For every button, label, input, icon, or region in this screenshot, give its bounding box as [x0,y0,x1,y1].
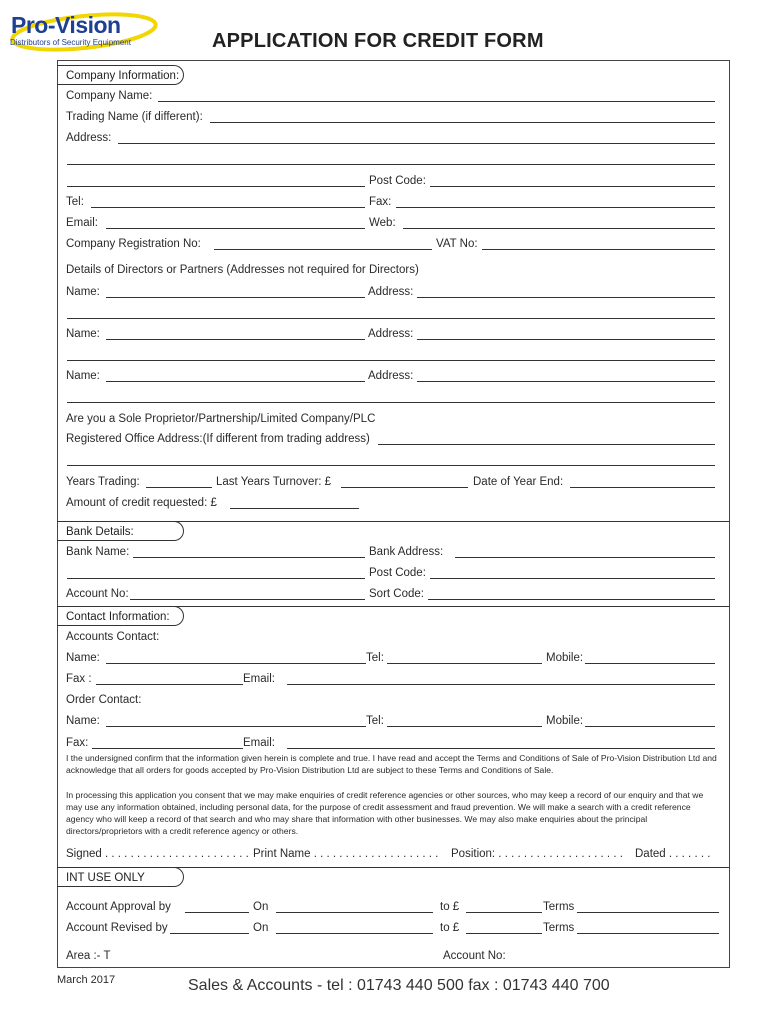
accounts-fax-label: Fax : [66,673,92,685]
vat-label: VAT No: [436,238,478,250]
director-1-name-field[interactable] [106,297,365,298]
director-1-address-field-2[interactable] [67,318,715,319]
business-type-question: Are you a Sole Proprietor/Partnership/Limited Company/PLC [66,413,376,425]
email-label: Email: [66,217,98,229]
order-mobile-field[interactable] [585,726,715,727]
company-reg-field[interactable] [214,249,432,250]
order-fax-field[interactable] [92,748,243,749]
brand-tagline: Distributors of Security Equipment [10,38,131,47]
turnover-label: Last Years Turnover: £ [216,476,332,488]
fax-label: Fax: [369,196,392,208]
revised-label: Account Revised by [66,922,168,934]
brand-name: Pro-Vision [11,12,121,38]
print-name-field[interactable]: Print Name . . . . . . . . . . . . . . . . . . . . [253,848,439,860]
revised-to-field[interactable] [466,933,542,934]
director-3-name-label: Name: [66,370,100,382]
dated-field[interactable]: Dated . . . . . . . [635,848,711,860]
director-2-name-label: Name: [66,328,100,340]
company-section-header: Company Information: [57,65,184,85]
order-email-field[interactable] [287,748,715,749]
bank-address-field[interactable] [455,557,715,558]
order-email-label: Email: [243,737,275,749]
credit-amount-field[interactable] [230,508,359,509]
bank-postcode-label: Post Code: [369,567,426,579]
order-mobile-label: Mobile: [546,715,584,727]
approval-terms-label: Terms [543,901,575,913]
email-field[interactable] [106,228,365,229]
company-name-field[interactable] [158,101,715,102]
director-2-address-field-2[interactable] [67,360,715,361]
order-contact-label: Order Contact: [66,694,142,706]
internal-account-no-label: Account No: [443,950,506,962]
revised-terms-label: Terms [543,922,575,934]
year-end-label: Date of Year End: [473,476,564,488]
approval-to-field[interactable] [466,912,542,913]
page-title: APPLICATION FOR CREDIT FORM [212,30,544,52]
revised-terms-field[interactable] [577,933,719,934]
years-trading-field[interactable] [146,487,212,488]
bank-postcode-field[interactable] [430,578,715,579]
sort-code-field[interactable] [428,599,715,600]
company-reg-label: Company Registration No: [66,238,201,250]
registered-office-field[interactable] [378,444,715,445]
accounts-mobile-label: Mobile: [546,652,584,664]
company-postcode-label: Post Code: [369,175,426,187]
accounts-fax-field[interactable] [96,684,243,685]
account-no-label: Account No: [66,588,129,600]
address-field-1[interactable] [118,143,715,144]
revised-to-label: to £ [440,922,460,934]
approval-on-label: On [253,901,269,913]
revised-on-field[interactable] [276,933,433,934]
approval-to-label: to £ [440,901,460,913]
trading-name-field[interactable] [210,122,715,123]
revised-by-field[interactable] [170,933,249,934]
approval-label: Account Approval by [66,901,171,913]
director-1-name-label: Name: [66,286,100,298]
trading-name-label: Trading Name (if different): [66,111,203,123]
fax-field[interactable] [396,207,715,208]
address-field-2[interactable] [67,164,715,165]
bank-name-label: Bank Name: [66,546,130,558]
company-name-label: Company Name: [66,90,153,102]
director-3-address-field-2[interactable] [67,402,715,403]
director-3-address-field[interactable] [417,381,715,382]
turnover-field[interactable] [341,487,468,488]
director-1-address-field[interactable] [417,297,715,298]
accounts-email-field[interactable] [287,684,715,685]
order-name-field[interactable] [106,726,366,727]
director-3-name-field[interactable] [106,381,365,382]
sort-code-label: Sort Code: [369,588,424,600]
order-name-label: Name: [66,715,100,727]
bank-section-header: Bank Details: [57,521,184,541]
bank-address-label: Bank Address: [369,546,444,558]
accounts-tel-field[interactable] [387,663,542,664]
director-2-name-field[interactable] [106,339,365,340]
order-tel-label: Tel: [366,715,384,727]
logo [4,8,160,56]
web-field[interactable] [403,228,715,229]
registered-office-field-2[interactable] [67,465,715,466]
web-label: Web: [369,217,396,229]
bank-address-field-2[interactable] [67,578,365,579]
approval-on-field[interactable] [276,912,433,913]
tel-field[interactable] [91,207,365,208]
approval-terms-field[interactable] [577,912,719,913]
director-2-address-field[interactable] [417,339,715,340]
footer-contact: Sales & Accounts - tel : 01743 440 500 fax : 01743 440 700 [188,977,610,994]
revised-on-label: On [253,922,269,934]
bank-name-field[interactable] [133,557,365,558]
approval-by-field[interactable] [185,912,249,913]
order-tel-field[interactable] [387,726,542,727]
signed-field[interactable]: Signed . . . . . . . . . . . . . . . . . . . . . . . [66,848,249,860]
address-label: Address: [66,132,112,144]
account-no-field[interactable] [130,599,365,600]
accounts-contact-label: Accounts Contact: [66,631,160,643]
footer-date: March 2017 [57,974,116,986]
accounts-mobile-field[interactable] [585,663,715,664]
declaration-text: I the undersigned confirm that the information given herein is complete and true. I have read and accept the Terms and Conditions of Sale of Pro-Vision Distribution Ltd and acknowledge that all orders for goods accepted by Pro-Vision Distribution Ltd are subject to these Terms and Conditions of Sale. [66,753,717,775]
registered-office-label: Registered Office Address:(If different from trading address) [66,433,370,445]
director-2-address-label: Address: [368,328,414,340]
director-1-address-label: Address: [368,286,414,298]
accounts-email-label: Email: [243,673,275,685]
year-end-field[interactable] [570,487,715,488]
order-fax-label: Fax: [66,737,89,749]
accounts-name-field[interactable] [106,663,366,664]
position-field[interactable]: Position: . . . . . . . . . . . . . . . . . . . . [451,848,623,860]
area-label: Area :- T [66,950,111,962]
accounts-name-label: Name: [66,652,100,664]
director-3-address-label: Address: [368,370,414,382]
credit-amount-label: Amount of credit requested: £ [66,497,217,509]
accounts-tel-label: Tel: [366,652,384,664]
company-postcode-field[interactable] [430,186,715,187]
tel-label: Tel: [66,196,84,208]
contact-section-header: Contact Information: [57,606,184,626]
vat-field[interactable] [482,249,715,250]
internal-section-header: INT USE ONLY [57,867,184,887]
years-trading-label: Years Trading: [66,476,140,488]
address-field-3[interactable] [67,186,365,187]
consent-text: In processing this application you consent that we may make enquiries of credit reference agencies or other sources, who may keep a record of our enquiry and that we may use any information obtained, including personal data, for the purpose of credit assessment and fraud prevention. We will make a search with a credit reference agency who will keep a record of that search and who may share that information with other businesses. We may also make enquiries about the principal directors/proprietors with a credit reference agency or others. [66,790,704,836]
directors-heading: Details of Directors or Partners (Addresses not required for Directors) [66,264,419,276]
